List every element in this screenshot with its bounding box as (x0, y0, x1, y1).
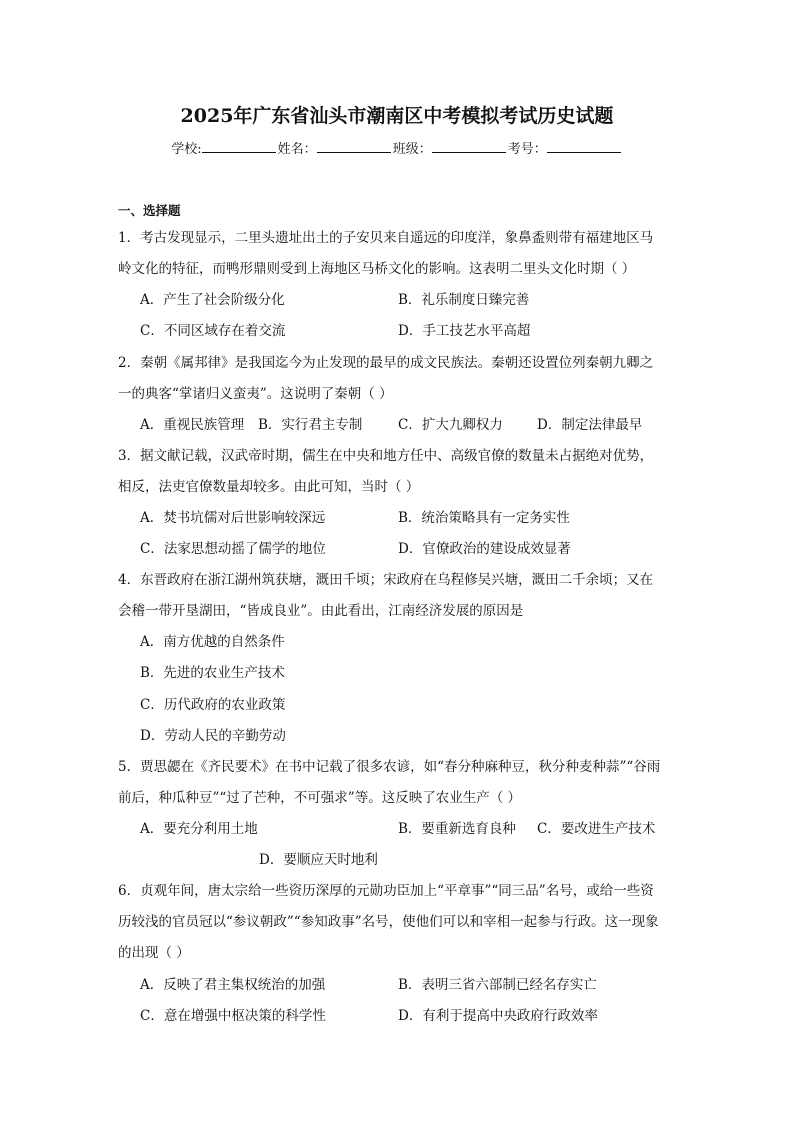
question-1-option-b[interactable]: B．礼乐制度日臻完善 (398, 292, 530, 308)
student-info-line (0, 138, 794, 160)
question-1-line-1: 1．考古发现显示，二里头遗址出土的子安贝来自遥远的印度洋，象鼻盉则带有福建地区马 (118, 230, 654, 246)
exam-title: 2025年广东省汕头市潮南区中考模拟考试历史试题 (180, 105, 614, 127)
question-6-option-c[interactable]: C．意在增强中枢决策的科学性 (140, 1008, 326, 1024)
question-5-line-2: 前后，种瓜种豆”“过了芒种，不可强求”等。这反映了农业生产（ ） (118, 790, 521, 806)
school-label: 学校: (171, 142, 202, 157)
section-heading: 一、选择题 (118, 203, 181, 218)
question-1-option-c[interactable]: C．不同区域存在着交流 (140, 323, 286, 339)
question-4-line-2: 会稽一带开垦湖田，“皆成良业”。由此看出，江南经济发展的原因是 (118, 603, 524, 619)
question-3-option-a[interactable]: A．焚书坑儒对后世影响较深远 (140, 510, 326, 526)
school-blank[interactable] (202, 138, 276, 153)
question-3-line-1: 3．据文献记载，汉武帝时期，儒生在中央和地方任中、高级官僚的数量未占据绝对优势， (118, 448, 654, 464)
exam-number-label: 考号： (507, 142, 547, 157)
question-2-option-c[interactable]: C．扩大九卿权力 (398, 417, 503, 433)
question-5-option-c[interactable]: C．要改进生产技术 (537, 821, 656, 837)
question-1-option-d[interactable]: D．手工技艺水平高超 (398, 323, 531, 339)
question-3-option-c[interactable]: C．法家思想动摇了儒学的地位 (140, 541, 326, 557)
name-blank[interactable] (317, 138, 391, 153)
question-4-option-d[interactable]: D．劳动人民的辛勤劳动 (140, 728, 286, 744)
question-6-line-3: 的出现（ ） (118, 945, 190, 961)
question-3-option-d[interactable]: D．官僚政治的建设成效显著 (398, 541, 571, 557)
question-6-line-2: 历较浅的官员冠以“参议朝政”“参知政事”名号，使他们可以和宰相一起参与行政。这一现象 (118, 914, 659, 930)
question-6-line-1: 6．贞观年间，唐太宗给一些资历深厚的元勋功臣加上“平章事”“同三品”名号，或给一些资 (118, 883, 654, 899)
question-5-option-a[interactable]: A．要充分利用土地 (140, 821, 258, 837)
question-4-option-a[interactable]: A．南方优越的自然条件 (140, 634, 285, 650)
question-5-option-d[interactable]: D．要顺应天时地利 (259, 852, 378, 868)
question-3-option-b[interactable]: B．统治策略具有一定务实性 (398, 510, 570, 526)
question-6-option-d[interactable]: D．有利于提高中央政府行政效率 (398, 1008, 598, 1024)
question-1-line-2: 岭文化的特征，而鸭形鼎则受到上海地区马桥文化的影响。这表明二里头文化时期（ ） (118, 261, 636, 277)
question-2-option-d[interactable]: D．制定法律最早 (537, 417, 643, 433)
question-5-line-1: 5．贾思勰在《齐民要术》在书中记载了很多农谚，如“春分种麻种豆，秋分种麦种蒜”“谷雨 (118, 759, 661, 775)
question-6-option-b[interactable]: B．表明三省六部制已经名存实亡 (398, 977, 597, 993)
name-label: 姓名： (277, 142, 317, 157)
question-2-line-1: 2．秦朝《属邦律》是我国迄今为止发现的最早的成文民族法。秦朝还设置位列秦朝九卿之 (118, 355, 654, 371)
question-4-option-b[interactable]: B．先进的农业生产技术 (140, 665, 285, 681)
question-2-line-2: 一的典客“掌诸归义蛮夷”。这说明了秦朝（ ） (118, 386, 393, 402)
question-6-option-a[interactable]: A．反映了君主集权统治的加强 (140, 977, 326, 993)
question-2-option-a[interactable]: A．重视民族管理 (140, 417, 245, 433)
question-5-option-b[interactable]: B．要重新选育良种 (398, 821, 516, 837)
question-1-option-a[interactable]: A．产生了社会阶级分化 (140, 292, 285, 308)
question-2-option-b[interactable]: B．实行君主专制 (258, 417, 363, 433)
question-4-line-1: 4．东晋政府在浙江湖州筑获塘，溉田千顷；宋政府在乌程修吴兴塘，溉田二千余顷；又在 (118, 572, 654, 588)
exam-number-blank[interactable] (547, 138, 621, 153)
class-label: 班级： (392, 142, 432, 157)
question-4-option-c[interactable]: C．历代政府的农业政策 (140, 697, 286, 713)
class-blank[interactable] (432, 138, 506, 153)
question-3-line-2: 相反，法吏官僚数量却较多。由此可知，当时（ ） (118, 479, 420, 495)
